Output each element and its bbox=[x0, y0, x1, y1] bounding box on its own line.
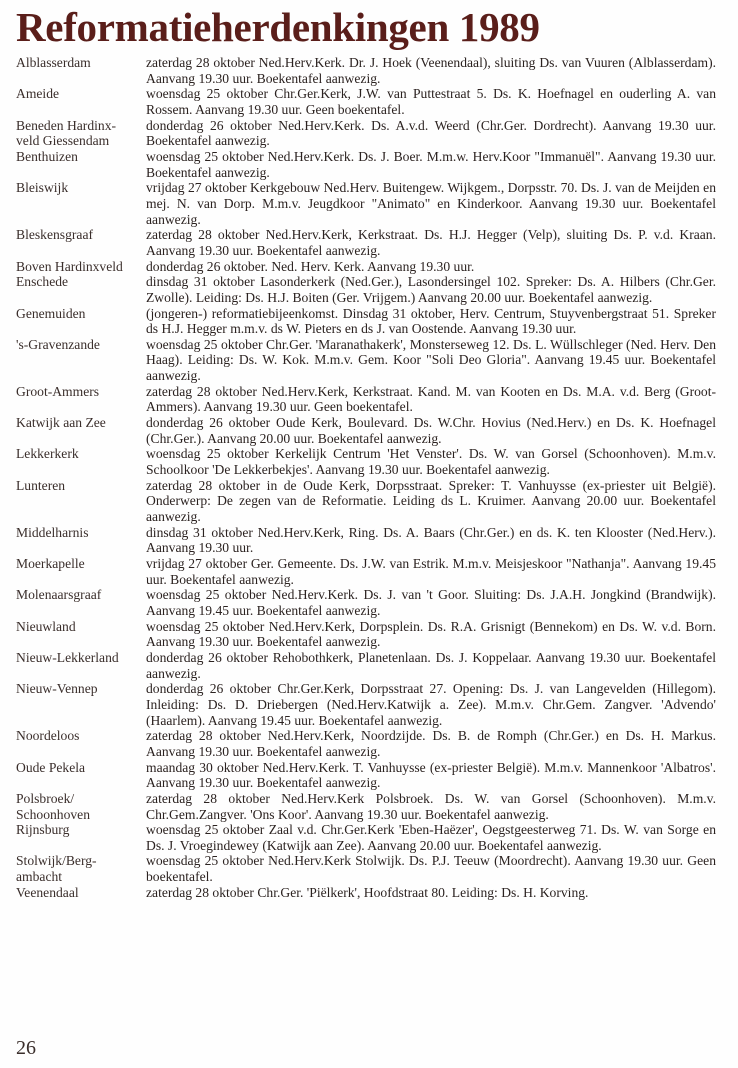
list-item bbox=[16, 149, 716, 180]
list-item bbox=[16, 681, 716, 728]
place-name: Polsbroek/ Schoonhoven bbox=[16, 790, 91, 822]
event-description: woensdag 25 oktober Ned.Herv.Kerk, Dorpsplein. Ds. R.A. Grisnigt (Bennekom) en Ds. W. v.d. Born. Aanvang 19.30 uur. Boekentafel aanwezig. bbox=[146, 618, 716, 650]
event-description: donderdag 26 oktober. Ned. Herv. Kerk. Aanvang 19.30 uur. bbox=[146, 258, 475, 274]
place-name: Lekkerkerk bbox=[16, 446, 79, 462]
place-name: Bleiswijk bbox=[16, 180, 69, 196]
list-item bbox=[16, 822, 716, 853]
event-description: zaterdag 28 oktober Ned.Herv.Kerk, Noordzijde. Ds. B. de Romph (Chr.Ger.) en Ds. H. Markus. Aanvang 19.30 uur. Boekentafel aanwezig. bbox=[146, 728, 716, 759]
list-item bbox=[16, 478, 716, 525]
event-description: woensdag 25 oktober Chr.Ger.Kerk, J.W. van Puttestraat 5. Ds. K. Hoefnagel en ouderling A. van Rossem. Aanvang 19.30 uur. Geen boekentafel. bbox=[146, 86, 716, 117]
place-name: Ameide bbox=[16, 86, 60, 102]
event-description: woensdag 25 oktober Ned.Herv.Kerk Stolwijk. Ds. P.J. Teeuw (Moordrecht). Aanvang 19.30 uur. Geen boekentafel. bbox=[146, 853, 716, 885]
list-item bbox=[16, 180, 716, 227]
event-description: zaterdag 28 oktober Ned.Herv.Kerk, Kerkstraat. Ds. H.J. Hegger (Velp), sluiting Ds. P. v.d. Kraan. Aanvang 19.30 uur. Boekentafel aanwezig. bbox=[146, 227, 716, 258]
event-description: zaterdag 28 oktober Ned.Herv.Kerk, Kerkstraat. Kand. M. van Kooten en Ds. M.A. v.d. Berg (Groot- Ammers). Aanvang 19.30 uur. Geen boekentafel. bbox=[146, 383, 716, 415]
event-description: (jongeren-) reformatiebijeenkomst. Dinsdag 31 oktober, Herv. Centrum, Stuyvenbergstraat 51. Spreker ds H.J. Hegger m.m.v. ds W. Pieters en ds J. van Oostende. Aanvang 19.30 uur. bbox=[146, 305, 716, 337]
event-description: woensdag 25 oktober Ned.Herv.Kerk. Ds. J. van 't Goor. Sluiting: Ds. J.A.H. Jongkind (Brandwijk). Aanvang 19.45 uur. Boekentafel aanwezig. bbox=[146, 587, 716, 618]
place-name: Beneden Hardinx- veld Giessendam bbox=[16, 117, 117, 149]
place-name: Stolwijk/Berg- ambacht bbox=[16, 853, 97, 885]
place-name: Veenendaal bbox=[16, 884, 79, 900]
place-name: 's-Gravenzande bbox=[16, 336, 100, 352]
list-item bbox=[16, 525, 716, 556]
place-name: Katwijk aan Zee bbox=[16, 415, 106, 431]
list-item bbox=[16, 259, 716, 275]
list-item bbox=[16, 118, 716, 149]
event-description: zaterdag 28 oktober Chr.Ger. 'Piëlkerk', Hoofdstraat 80. Leiding: Ds. H. Korving. bbox=[146, 884, 589, 900]
place-name: Moerkapelle bbox=[16, 556, 85, 571]
place-name: Nieuw-Vennep bbox=[16, 681, 98, 697]
list-item bbox=[16, 650, 716, 681]
list-item bbox=[16, 728, 716, 759]
event-description: dinsdag 31 oktober Lasonderkerk (Ned.Ger.), Lasondersingel 102. Spreker: Ds. A. Hilbers (Chr.Ger. Zwolle). Leiding: Ds. H.J. Boiten (Ger. Vrijgem.) Aanvang 20.00 uur. Boekentafel aanwezig. bbox=[146, 274, 716, 305]
list-item bbox=[16, 853, 716, 884]
place-name: Middelharnis bbox=[16, 524, 89, 540]
list-item bbox=[16, 86, 716, 117]
event-description: woensdag 25 oktober Chr.Ger. 'Maranathakerk', Monsterseweg 12. Ds. L. Wüllschleger (Ned. Herv. Den Haag). Leiding: Ds. W. Kok. M.m.v. Gem. Koor "Soli Deo Gloria". Aanvang 19.45 uur. Boekentafel aanwezig. bbox=[146, 336, 716, 384]
event-description: dinsdag 31 oktober Ned.Herv.Kerk, Ring. Ds. A. Baars (Chr.Ger.) en ds. K. ten Klooster (Ned.Herv.). Aanvang 19.30 uur. bbox=[146, 524, 716, 556]
event-description: zaterdag 28 oktober in de Oude Kerk, Dorpsstraat. Spreker: T. Vanhuysse (ex-priester uit België). Onderwerp: De zegen van de Reformatie. Leiding ds L. Kruimer. Aanvang 20.00 uur. Boekentafel aanwezig. bbox=[146, 477, 716, 525]
list-item bbox=[16, 619, 716, 650]
list-item bbox=[16, 556, 716, 587]
page-title: Reformatieherdenkingen 1989 bbox=[16, 4, 540, 50]
place-name: Groot-Ammers bbox=[16, 383, 100, 399]
event-description: woensdag 25 oktober Kerkelijk Centrum 'Het Venster'. Ds. W. van Gorsel (Schoonhoven). M.m.v. Schoolkoor 'De Lekkerbekjes'. Aanvang 19.30 uur. Boekentafel aanwezig. bbox=[146, 446, 716, 478]
place-name: Nieuw-Lekkerland bbox=[16, 649, 119, 665]
place-name: Molenaarsgraaf bbox=[16, 587, 102, 603]
place-name: Bleskensgraaf bbox=[16, 227, 94, 243]
place-name: Rijnsburg bbox=[16, 822, 70, 838]
list-item bbox=[16, 791, 716, 822]
list-item bbox=[16, 446, 716, 477]
list-item bbox=[16, 760, 716, 791]
event-description: maandag 30 oktober Ned.Herv.Kerk. T. Vanhuysse (ex-priester België). M.m.v. Mannenkoor 'Albatros'. Aanvang 19.30 uur. Boekentafel aanwezig. bbox=[146, 759, 716, 791]
event-description: vrijdag 27 oktober Kerkgebouw Ned.Herv. Buitengew. Wijkgem., Dorpsstr. 70. Ds. J. van de Meijden en mej. N. van Dorp. M.m.v. Jeugdkoor "Animato" en Kinderkoor. Aanvang 19.30 uur. Boekentafel aanwezig. bbox=[146, 180, 716, 227]
event-description: donderdag 26 oktober Ned.Herv.Kerk. Ds. A.v.d. Weerd (Chr.Ger. Dordrecht). Aanvang 19.30 uur. Boekentafel aanwezig. bbox=[146, 117, 716, 149]
list-item bbox=[16, 885, 716, 901]
event-description: woensdag 25 oktober Ned.Herv.Kerk. Ds. J. Boer. M.m.w. Herv.Koor "Immanuël". Aanvang 19.30 uur. Boekentafel aanwezig. bbox=[146, 148, 716, 180]
place-name: Genemuiden bbox=[16, 305, 86, 321]
list-item bbox=[16, 306, 716, 337]
event-description: donderdag 26 oktober Chr.Ger.Kerk, Dorpsstraat 27. Opening: Ds. J. van Langevelden (Hillegom). Inleiding: Ds. D. Driebergen (Ned.Herv.Katwijk a. Zee). M.m.v. Chr.Gem. Zangver. 'Advendo' (Haarlem). Aanvang 19.45 uur. Boekentafel aanwezig. bbox=[146, 681, 716, 728]
place-name: Boven Hardinxveld bbox=[16, 258, 123, 274]
place-name: Alblasserdam bbox=[16, 55, 91, 70]
event-description: donderdag 26 oktober Oude Kerk, Boulevard. Ds. W.Chr. Hovius (Ned.Herv.) en Ds. K. Hoefnagel (Chr.Ger.). Aanvang 20.00 uur. Boekentafel aanwezig. bbox=[146, 415, 716, 446]
page-number: 26 bbox=[16, 1037, 36, 1059]
place-name: Enschede bbox=[16, 274, 69, 290]
list-item bbox=[16, 55, 716, 86]
list-item bbox=[16, 415, 716, 446]
place-name: Nieuwland bbox=[16, 618, 76, 634]
event-description: woensdag 25 oktober Zaal v.d. Chr.Ger.Kerk 'Eben-Haëzer', Oegstgeesterweg 71. Ds. W. van Sorge en Ds. J. Vroegindewey (Katwijk aan Zee). Aanvang 20.00 uur. Boekentafel aanwezig. bbox=[146, 822, 716, 853]
list-item bbox=[16, 337, 716, 384]
event-list bbox=[16, 55, 716, 900]
list-item bbox=[16, 384, 716, 415]
place-name: Oude Pekela bbox=[16, 759, 86, 775]
event-description: zaterdag 28 oktober Ned.Herv.Kerk. Dr. J. Hoek (Veenendaal), sluiting Ds. van Vuuren (Alblasserdam). Aanvang 19.30 uur. Boekentafel aanwezig. bbox=[146, 55, 716, 86]
event-description: donderdag 26 oktober Rehobothkerk, Planetenlaan. Ds. J. Koppelaar. Aanvang 19.30 uur. Boekentafel aanwezig. bbox=[146, 649, 716, 681]
event-description: vrijdag 27 oktober Ger. Gemeente. Ds. J.W. van Estrik. M.m.v. Meisjeskoor "Nathanja". Aanvang 19.45 uur. Boekentafel aanwezig. bbox=[146, 556, 716, 587]
place-name: Noordeloos bbox=[16, 728, 80, 744]
place-name: Lunteren bbox=[16, 477, 66, 493]
event-description: zaterdag 28 oktober Ned.Herv.Kerk Polsbroek. Ds. W. van Gorsel (Schoonhoven). M.m.v. Chr.Gem.Zangver. 'Ons Koor'. Aanvang 19.30 uur. Boekentafel aanwezig. bbox=[146, 790, 716, 822]
list-item bbox=[16, 227, 716, 258]
list-item bbox=[16, 274, 716, 305]
list-item bbox=[16, 587, 716, 618]
place-name: Benthuizen bbox=[16, 148, 78, 164]
